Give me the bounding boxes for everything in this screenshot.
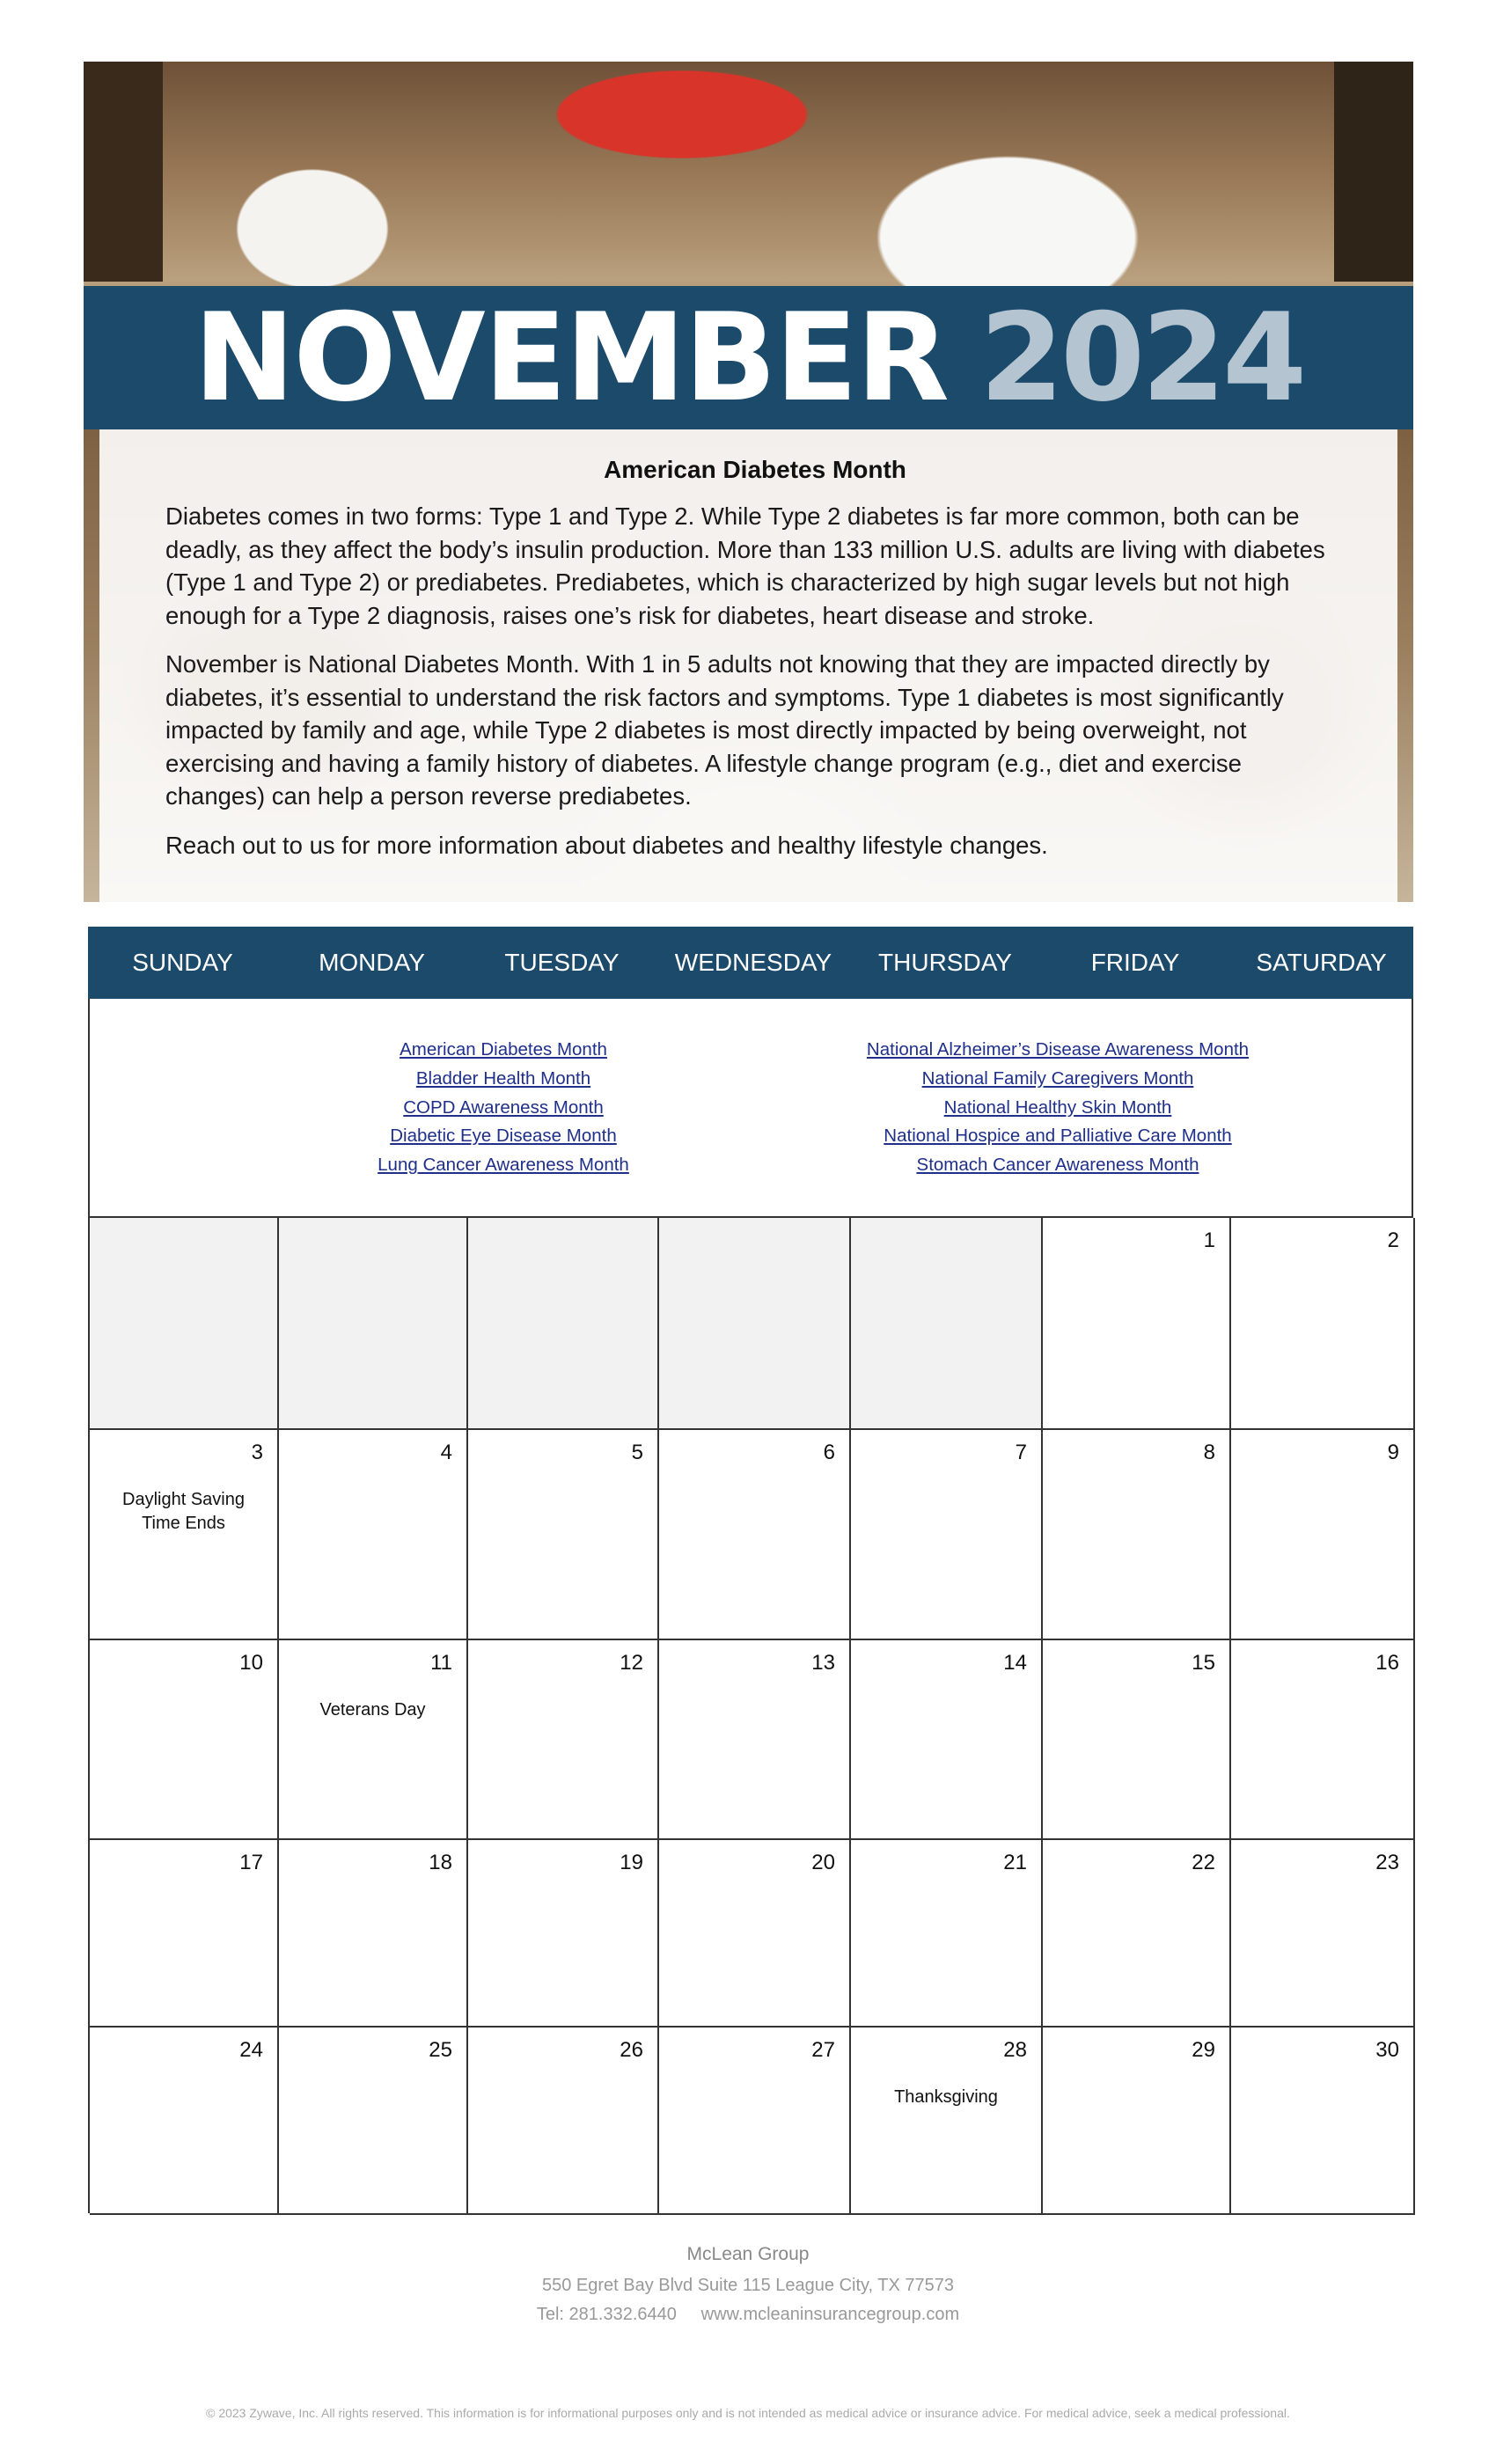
calendar-day-cell: [90, 1430, 279, 1640]
calendar-day-cell: [468, 1640, 659, 1840]
calendar-day-cell: [90, 2028, 279, 2215]
observance-link[interactable]: National Hospice and Palliative Care Month: [884, 1126, 1232, 1147]
day-number: 27: [811, 2038, 835, 2062]
day-number: 13: [811, 1651, 835, 1675]
calendar-day-cell: [1231, 2028, 1415, 2215]
footer-company: McLean Group: [686, 2244, 810, 2264]
day-number: 17: [239, 1851, 263, 1874]
day-number: 15: [1192, 1651, 1215, 1675]
observance-link[interactable]: American Diabetes Month: [400, 1039, 607, 1060]
calendar-day-cell: [1231, 1218, 1415, 1430]
day-number: 11: [430, 1651, 452, 1675]
day-number: 8: [1203, 1441, 1215, 1464]
calendar-day-cell: [468, 2028, 659, 2215]
day-number: 19: [620, 1851, 643, 1874]
calendar-day-cell: [851, 1840, 1043, 2028]
calendar-day-cell: [468, 1840, 659, 2028]
day-number: 28: [1003, 2038, 1027, 2062]
weekday-tuesday: TUESDAY: [504, 949, 620, 976]
day-number: 24: [239, 2038, 263, 2062]
day-number: 3: [251, 1441, 263, 1464]
day-number: 18: [429, 1851, 452, 1874]
calendar-day-cell: [468, 1430, 659, 1640]
calendar-day-cell: [1231, 1430, 1415, 1640]
day-number: 16: [1375, 1651, 1399, 1675]
calendar-empty-cell: [90, 1218, 279, 1430]
day-number: 30: [1375, 2038, 1399, 2062]
calendar-day-cell: [90, 1840, 279, 2028]
month-banner: [84, 286, 1413, 429]
calendar-day-cell: [1231, 1640, 1415, 1840]
day-number: 21: [1003, 1851, 1027, 1874]
observance-link[interactable]: National Alzheimer’s Disease Awareness Month: [866, 1039, 1250, 1060]
day-number: 1: [1203, 1228, 1215, 1252]
observance-link[interactable]: National Healthy Skin Month: [943, 1096, 1172, 1118]
calendar-day-cell: [279, 1640, 468, 1840]
day-number: 14: [1003, 1651, 1027, 1675]
observances-list-left: [283, 1036, 723, 1180]
calendar-day-cell: [1043, 1840, 1231, 2028]
weekday-wednesday: WEDNESDAY: [674, 949, 832, 976]
calendar-empty-cell: [851, 1218, 1043, 1430]
observances-list-right: [838, 1036, 1278, 1180]
calendar-day-cell: [279, 1430, 468, 1640]
hero-image: [84, 62, 1413, 902]
weekday-saturday: SATURDAY: [1256, 949, 1387, 976]
calendar-day-cell: [659, 1640, 851, 1840]
day-number: 4: [440, 1441, 452, 1464]
calendar-day-cell: [659, 2028, 851, 2215]
calendar-day-cell: [851, 1640, 1043, 1840]
article-paragraph: Reach out to us for more information about diabetes and healthy lifestyle changes.: [165, 831, 1048, 859]
calendar-day-cell: [659, 1430, 851, 1640]
calendar-day-cell: [279, 2028, 468, 2215]
day-number: 7: [1015, 1441, 1027, 1464]
hero-photo-detail: [1334, 62, 1413, 282]
day-number: 26: [620, 2038, 643, 2062]
calendar-day-cell: [659, 1840, 851, 2028]
day-number: 23: [1375, 1851, 1399, 1874]
observance-link[interactable]: National Family Caregivers Month: [921, 1067, 1194, 1089]
article-paragraph: November is National Diabetes Month. With 1 in 5 adults not knowing that they are impacted directly by diabetes, it’s essential to understand the risk factors and symptoms. Type 1 diabetes is most significantly impacted by family and age, while Type 2 diabetes is most directly impacted by being overweight, not exercising and having a family history of diabetes. A lifestyle change program (e.g., diet and exercise changes) can help a person reverse prediabetes.: [165, 650, 1284, 810]
day-event: Thanksgiving: [894, 2087, 998, 2107]
day-number: 25: [429, 2038, 452, 2062]
observance-link[interactable]: COPD Awareness Month: [403, 1096, 604, 1118]
calendar-day-cell: [851, 1430, 1043, 1640]
calendar-day-cell: [279, 1840, 468, 2028]
calendar-grid: [88, 1216, 1413, 2213]
year-title: 2024: [979, 286, 1304, 429]
day-number: 10: [239, 1651, 263, 1675]
calendar-day-cell: [851, 2028, 1043, 2215]
observance-link[interactable]: Bladder Health Month: [415, 1067, 591, 1089]
observance-link[interactable]: Stomach Cancer Awareness Month: [916, 1155, 1199, 1176]
day-number: 5: [631, 1441, 643, 1464]
calendar-day-cell: [1043, 1640, 1231, 1840]
hero-photo-detail: [84, 62, 163, 282]
calendar-day-cell: [1231, 1840, 1415, 2028]
observance-link[interactable]: Lung Cancer Awareness Month: [378, 1155, 629, 1176]
observance-link[interactable]: Diabetic Eye Disease Month: [390, 1126, 617, 1147]
calendar-day-cell: [1043, 1218, 1231, 1430]
weekday-sunday: SUNDAY: [132, 949, 233, 976]
day-event: Daylight Saving Time Ends: [122, 1490, 245, 1533]
article-title: American Diabetes Month: [604, 456, 906, 483]
calendar-empty-cell: [659, 1218, 851, 1430]
observances-box: [88, 999, 1413, 1216]
day-number: 22: [1192, 1851, 1215, 1874]
day-number: 6: [823, 1441, 835, 1464]
weekday-friday: FRIDAY: [1090, 949, 1180, 976]
month-title: NOVEMBER: [193, 286, 949, 429]
day-number: 2: [1387, 1228, 1399, 1252]
day-number: 12: [620, 1651, 643, 1675]
day-number: 20: [811, 1851, 835, 1874]
footer-contact: Tel: 281.332.6440 www.mcleaninsurancegroup.com: [536, 2305, 960, 2324]
day-number: 9: [1387, 1441, 1399, 1464]
day-event: Veterans Day: [319, 1700, 426, 1720]
calendar-day-cell: [90, 1640, 279, 1840]
footer-address: 550 Egret Bay Blvd Suite 115 League City, TX 77573: [541, 2276, 955, 2295]
weekday-thursday: THURSDAY: [878, 949, 1012, 976]
footer-copyright: © 2023 Zywave, Inc. All rights reserved. This information is for informational purposes only and is not intended as medical advice or insurance advice. For medical advice, seek a medical professional.: [206, 2406, 1290, 2420]
calendar-weekday-header: [88, 927, 1413, 999]
calendar-day-cell: [1043, 2028, 1231, 2215]
calendar-empty-cell: [279, 1218, 468, 1430]
day-number: 29: [1192, 2038, 1215, 2062]
calendar-day-cell: [1043, 1430, 1231, 1640]
article-paragraph: Diabetes comes in two forms: Type 1 and Type 2. While Type 2 diabetes is far more common, both can be deadly, as they affect the body’s insulin production. More than 133 million U.S. adults are living with diabetes (Type 1 and Type 2) or prediabetes. Prediabetes, which is characterized by high sugar levels but not high enough for a Type 2 diagnosis, raises one’s risk for diabetes, heart disease and stroke.: [165, 502, 1325, 629]
article-panel: [99, 429, 1397, 902]
calendar-empty-cell: [468, 1218, 659, 1430]
weekday-monday: MONDAY: [319, 949, 425, 976]
